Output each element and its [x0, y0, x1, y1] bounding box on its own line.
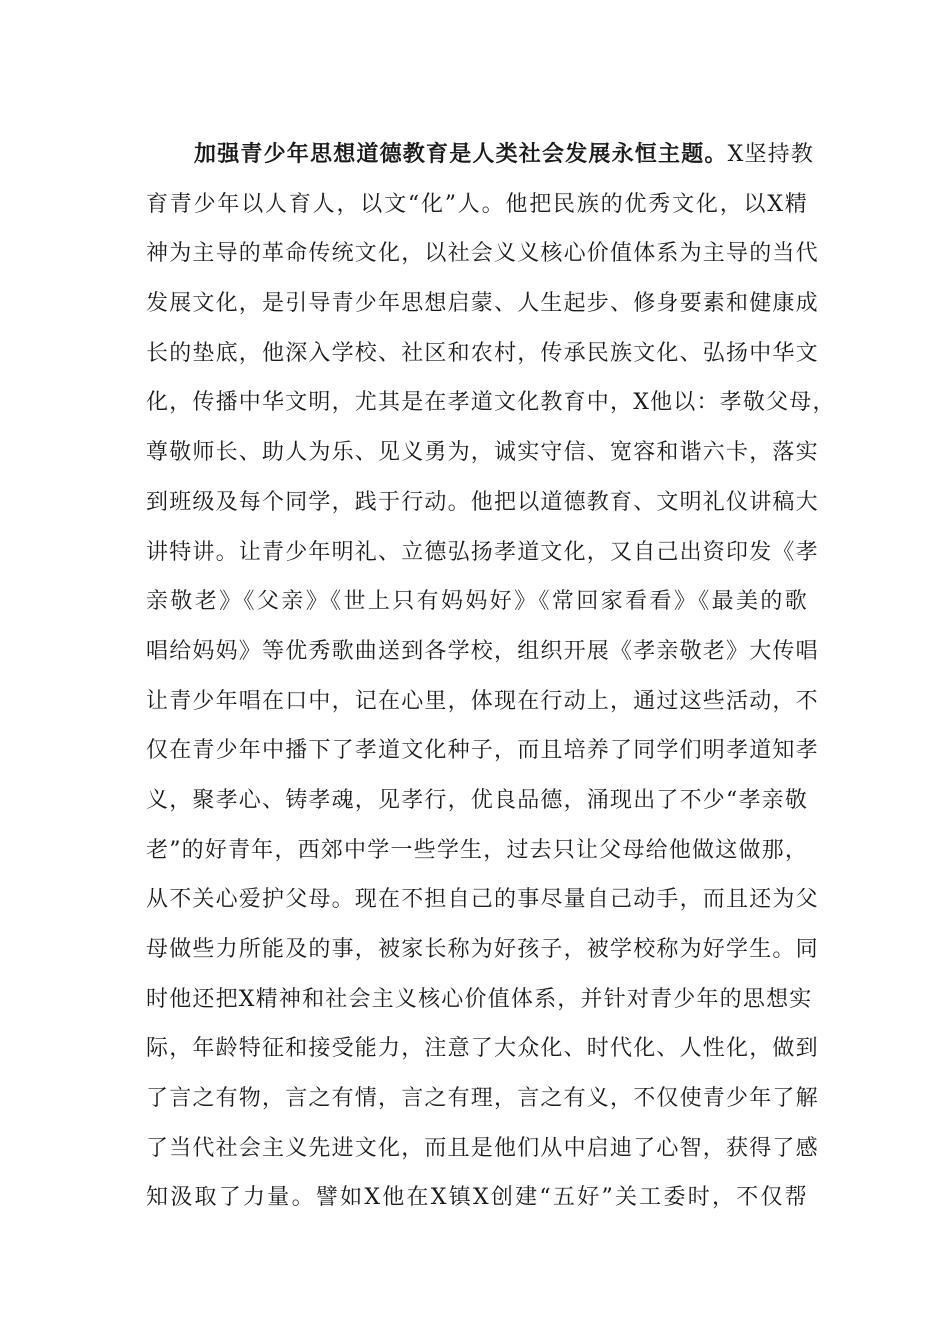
paragraph-line: 神为主导的革命传统文化，以社会义义核心价值体系为主导的当代	[146, 241, 819, 267]
paragraph-line: 际，年龄特征和接受能力，注意了大众化、时代化、人性化，做到	[146, 1036, 819, 1062]
paragraph-line: 从不关心爱护父母。现在不担自己的事尽量自己动手，而且还为父	[146, 887, 819, 913]
body-paragraph	[146, 130, 836, 1223]
paragraph-line: 义，聚孝心、铸孝魂，见孝行，优良品德，涌现出了不少“孝亲敬	[146, 787, 809, 813]
paragraph-line: 老”的好青年，西郊中学一些学生，过去只让父母给他做这做那，	[146, 837, 809, 863]
paragraph-line: 了言之有物，言之有情，言之有理，言之有义，不仅使青少年了解	[146, 1086, 819, 1112]
paragraph-line: 唱给妈妈》等优秀歌曲送到各学校，组织开展《孝亲敬老》大传唱	[146, 638, 819, 664]
paragraph-line: 让青少年唱在口中，记在心里，体现在行动上，通过这些活动，不	[146, 688, 819, 714]
paragraph-line: 长的垫底，他深入学校、社区和农村，传承民族文化、弘扬中华文	[146, 340, 819, 366]
paragraph-line: 到班级及每个同学，践于行动。他把以道德教育、文明礼仪讲稿大	[146, 489, 819, 515]
paragraph-line-1	[146, 130, 815, 180]
paragraph-line: 母做些力所能及的事，被家长称为好孩子，被学校称为好学生。同	[146, 937, 819, 962]
paragraph-line: 知汲取了力量。譬如X他在X镇X创建“五好”关工委时，不仅帮	[146, 1185, 808, 1211]
paragraph-line-1-rest: X坚持教	[727, 142, 815, 167]
paragraph-line: 化，传播中华文明，尤其是在孝道文化教育中，X他以：孝敬父母，	[146, 390, 836, 416]
paragraph-line: 尊敬师长、助人为乐、见义勇为，诚实守信、宽容和谐六卡，落实	[146, 440, 819, 466]
paragraph-line: 讲特讲。让青少年明礼、立德弘扬孝道文化，又自己出资印发《孝	[146, 539, 819, 565]
paragraph-line: 育青少年以人育人，以文“化”人。他把民族的优秀文化，以X精	[146, 191, 808, 217]
paragraph-line: 了当代社会主义先进文化，而且是他们从中启迪了心智，获得了感	[146, 1135, 819, 1161]
paragraph-lead-sentence: 加强青少年思想道德教育是人类社会发展永恒主题。	[194, 141, 728, 167]
paragraph-line: 时他还把X精神和社会主义核心价值体系，并针对青少年的思想实	[146, 986, 813, 1012]
paragraph-line: 亲敬老》《父亲》《世上只有妈妈好》《常回家看看》《最美的歌	[146, 589, 808, 615]
paragraph-line: 发展文化，是引导青少年思想启蒙、人生起步、修身要素和健康成	[146, 291, 819, 317]
paragraph-line: 仅在青少年中播下了孝道文化种子，而且培养了同学们明孝道知孝	[146, 738, 819, 764]
